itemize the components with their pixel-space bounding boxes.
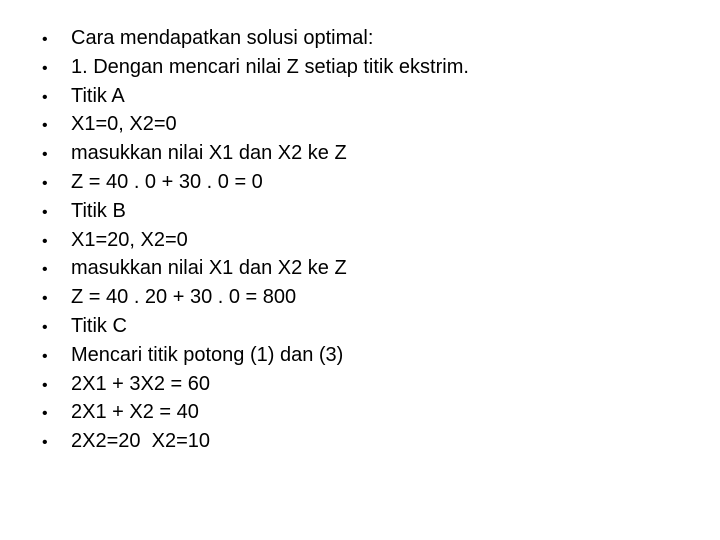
- list-item: [42, 24, 469, 53]
- bullet-icon: •: [42, 59, 48, 77]
- bullet-icon: •: [42, 290, 48, 308]
- list-item: [42, 427, 469, 456]
- bullet-icon: •: [42, 347, 48, 365]
- bullet-icon: •: [42, 203, 48, 221]
- list-item-text: Cara mendapatkan solusi optimal:: [71, 27, 374, 49]
- list-item: [42, 168, 469, 197]
- bullet-icon: •: [42, 261, 48, 279]
- bullet-icon: •: [42, 88, 48, 106]
- list-item: [42, 82, 469, 111]
- list-item-text: Titik B: [71, 199, 126, 222]
- list-item: [42, 398, 469, 427]
- list-item-text: masukkan nilai X1 dan X2 ke Z: [71, 142, 347, 165]
- list-item-text: 2X1 + 3X2 = 60: [71, 372, 211, 395]
- bullet-list: [42, 24, 469, 456]
- list-item: [42, 254, 469, 283]
- list-item: [42, 53, 469, 82]
- bullet-icon: •: [42, 434, 48, 452]
- list-item-text: masukkan nilai X1 dan X2 ke Z: [71, 257, 347, 280]
- list-item: [42, 110, 469, 139]
- list-item-text: Z = 40 . 20 + 30 . 0 = 800: [71, 286, 297, 309]
- list-item: [42, 226, 469, 255]
- list-item-text: Titik A: [71, 84, 125, 107]
- bullet-icon: •: [42, 318, 48, 336]
- list-item-text: 2X1 + X2 = 40: [71, 401, 199, 424]
- list-item: [42, 312, 469, 341]
- list-item-text: Mencari titik potong (1) dan (3): [71, 343, 344, 366]
- bullet-icon: •: [42, 117, 48, 135]
- list-item-text: Z = 40 . 0 + 30 . 0 = 0: [71, 170, 263, 193]
- list-item: [42, 197, 469, 226]
- bullet-icon: •: [42, 174, 48, 192]
- list-item-text: 1. Dengan mencari nilai Z setiap titik ekstrim.: [71, 55, 469, 78]
- list-item-text: X1=20, X2=0: [71, 228, 188, 251]
- list-item-text: Titik C: [71, 314, 127, 337]
- bullet-icon: •: [42, 146, 48, 164]
- list-item: [42, 283, 469, 312]
- list-item-text: 2X2=20 X2=10: [71, 430, 211, 453]
- bullet-icon: •: [42, 232, 48, 250]
- list-item-text: X1=0, X2=0: [71, 113, 177, 136]
- list-item: [42, 341, 469, 370]
- list-item: [42, 370, 469, 399]
- bullet-icon: •: [42, 376, 48, 394]
- bullet-icon: •: [42, 31, 48, 48]
- bullet-icon: •: [42, 405, 48, 423]
- list-item: [42, 139, 469, 168]
